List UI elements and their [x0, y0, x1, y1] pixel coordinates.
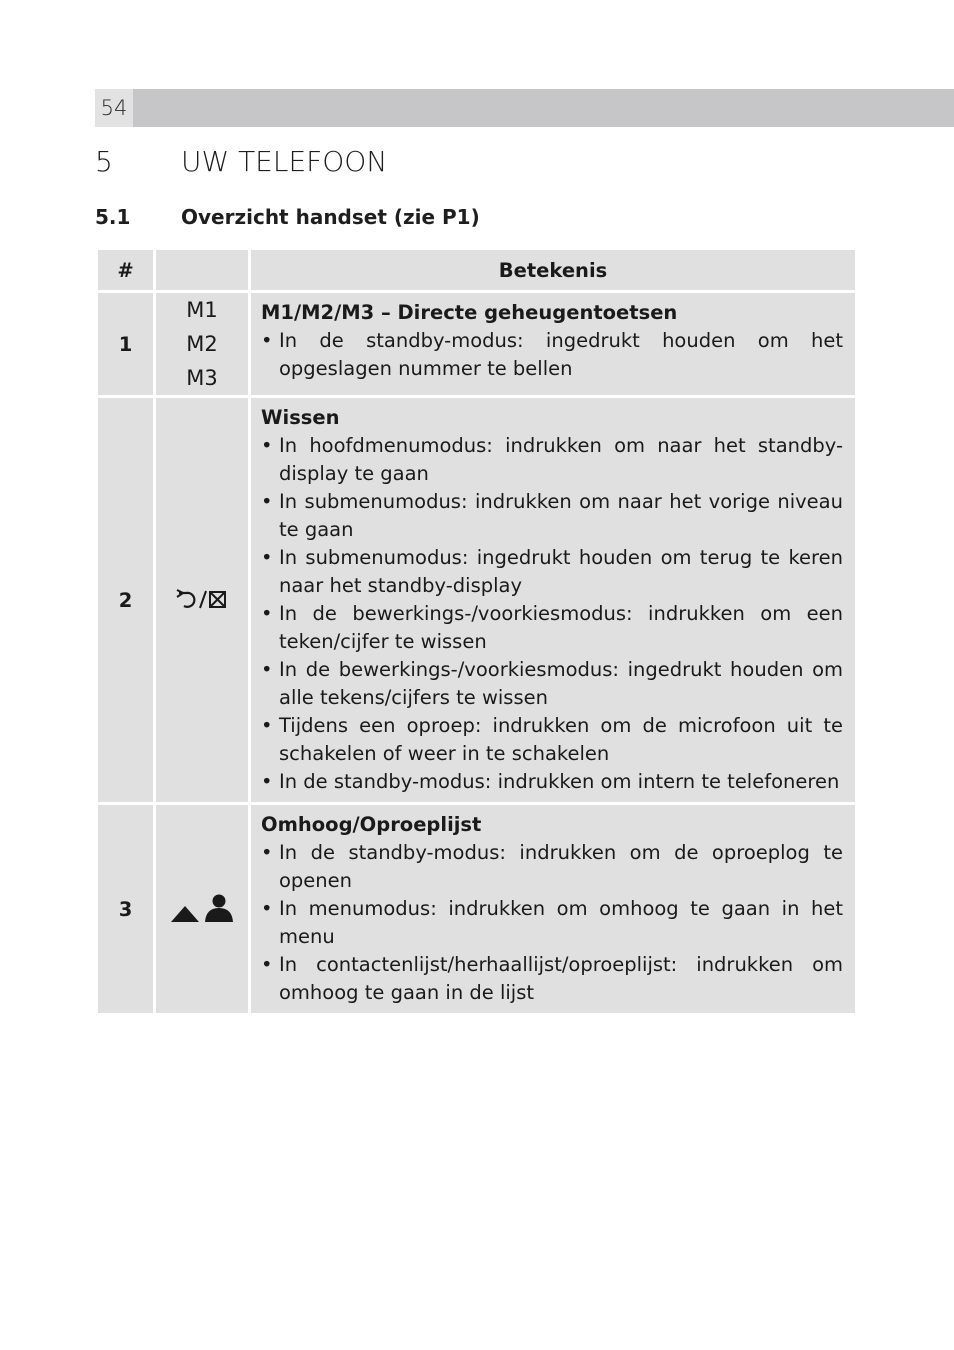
description-cell [251, 805, 855, 1013]
chapter-title: UW TELEFOON [181, 145, 388, 178]
row-number: 3 [98, 805, 153, 1013]
section-number: 5.1 [95, 205, 131, 229]
description-cell [251, 398, 855, 802]
handset-overview-table [95, 247, 858, 1016]
header-meaning: Betekenis [251, 250, 855, 290]
bullet-item: • In de bewerkings-/voorkiesmodus: indrukken om een teken/cijfer te wissen [261, 600, 843, 656]
bullet-item: • In hoofdmenumodus: indrukken om naar het standby-display te gaan [261, 432, 843, 488]
header-key [156, 250, 248, 290]
bullet-item: • In de standby-modus: indrukken om intern te telefoneren [261, 768, 843, 796]
table-row [98, 805, 855, 1013]
key-label-m3: M3 [186, 366, 218, 390]
bullet-item: • Tijdens een oproep: indrukken om de microfoon uit te schakelen of weer in te schakelen [261, 712, 843, 768]
description-bullets [261, 432, 843, 796]
key-label-m1: M1 [186, 298, 218, 322]
row-number: 2 [98, 398, 153, 802]
bullet-item: • In de standby-modus: indrukken om de oproeplog te openen [261, 839, 843, 895]
key-cell [156, 398, 248, 802]
description-bullets [261, 839, 843, 1007]
key-label-m2: M2 [186, 332, 218, 356]
description-title: M1/M2/M3 – Directe geheugentoetsen [261, 301, 678, 324]
back-delete-icon [175, 588, 229, 611]
bullet-item: • In de standby-modus: ingedrukt houden om het opgeslagen nummer te bellen [261, 327, 843, 383]
header-num: # [98, 250, 153, 290]
row-number: 1 [98, 293, 153, 395]
chapter-number: 5 [95, 145, 113, 178]
description-bullets [261, 327, 843, 383]
bullet-item: • In de bewerkings-/voorkiesmodus: ingedrukt houden om alle tekens/cijfers te wissen [261, 656, 843, 712]
description-title: Omhoog/Oproeplijst [261, 813, 482, 836]
bullet-item: • In submenumodus: ingedrukt houden om terug te keren naar het standby-display [261, 544, 843, 600]
up-calllist-icon [169, 897, 235, 920]
table-header-row [98, 250, 855, 290]
table-row [98, 293, 855, 395]
description-title: Wissen [261, 406, 340, 429]
bullet-item: • In menumodus: indrukken om omhoog te gaan in het menu [261, 895, 843, 951]
key-cell [156, 293, 248, 395]
bullet-item: • In submenumodus: indrukken om naar het vorige niveau te gaan [261, 488, 843, 544]
memory-keys [156, 293, 248, 395]
key-cell [156, 805, 248, 1013]
description-cell [251, 293, 855, 395]
page-header-bar [95, 89, 954, 127]
section-title: Overzicht handset (zie P1) [181, 205, 480, 229]
table-row [98, 398, 855, 802]
page-number: 54 [95, 89, 133, 127]
bullet-item: • In contactenlijst/herhaallijst/oproeplijst: indrukken om omhoog te gaan in de lijst [261, 951, 843, 1007]
